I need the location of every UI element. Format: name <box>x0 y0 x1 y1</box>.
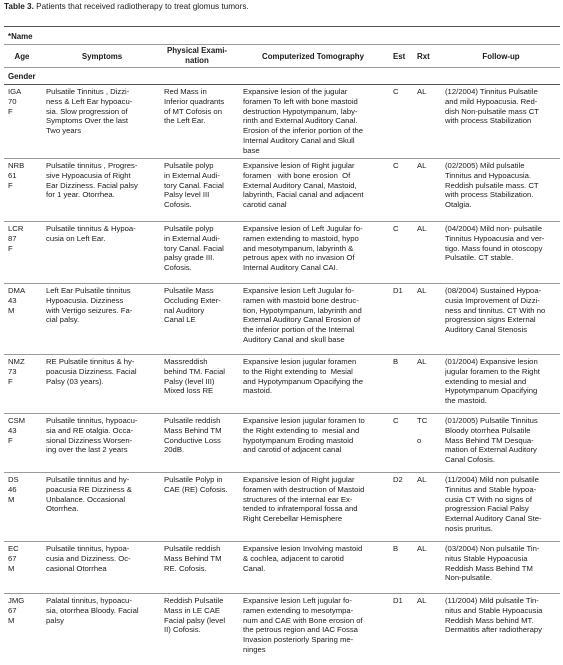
physical-exam-cell: Pulsatile reddish Mass Behind TM Conductive Loss 20dB. <box>164 416 222 455</box>
followup-cell: (01/2004) Expansive lesion jugular foramen to the Right extending to mesial and Hypotympanum Opacifying the mastoid. <box>445 357 540 406</box>
ct-cell: Expansive lesion Left Jugular fo- ramen with mastoid bone destruc- tion, Hypotympanum, labyrinth and External Auditory Canal Erosion of the inferior portion of the Internal Auditory Canal and skull base <box>243 286 362 344</box>
rxt-cell: AL <box>417 224 427 233</box>
ct-cell: Expansive lesion jugular foramen to the Right extending to mesial and hypotympanum Eroding mastoid and carotid of adjacent canal <box>243 416 365 455</box>
patient-id-cell: IGA 70 F <box>8 87 22 116</box>
header-bottom-rule <box>4 84 560 85</box>
est-cell: C <box>393 161 399 170</box>
patient-id-cell: CSM 43 F <box>8 416 26 445</box>
patient-id-cell: NRB 61 F <box>8 161 25 190</box>
ct-cell: Expansive lesion Involving mastoid & cochlea, adjacent to carotid Canal. <box>243 544 363 573</box>
ct-cell: Expansive lesion of the jugular foramen To left with bone mastoid destruction Hypotympanum, laby- rinth and External Auditory Canal. Erosion of the inferior portion of the Internal Auditory Canal and Skull base <box>243 87 364 155</box>
physical-exam-cell: Pulsatile reddish Mass Behind TM RE. Cofosis. <box>164 544 222 573</box>
row-divider <box>4 593 560 594</box>
header-top-rule <box>4 26 560 27</box>
row-divider <box>4 221 560 222</box>
followup-cell: (02/2005) Mild pulsatile Tinnitus and Hypoacusia. Reddish pulsatile mass. CT with process Stabilization. Otalgia. <box>445 161 539 210</box>
header-est: Est <box>393 52 406 61</box>
est-cell: D1 <box>393 596 403 605</box>
symptoms-cell: Pulsatile Tinnitus , Dizzi- ness & Left Ear hypoacu- sia. Slow progression of Symptoms Over the last Two years <box>46 87 133 136</box>
followup-cell: (11/2004) Mild non pulsatile Tinnitus and Stable hypoa- cusia CT With no signs of progression Facial Palsy External Auditory Canal Ste- nosis pruritus. <box>445 475 542 533</box>
header-rule-2 <box>4 67 560 68</box>
header-gender: Gender <box>8 72 36 81</box>
ct-cell: Expansive lesion jugular foramen to the Right extending to Mesial and Hypotympanum Opacifying the mastoid. <box>243 357 364 396</box>
name-note: *Name <box>8 32 33 41</box>
ct-cell: Expansive lesion of Right jugular foramen with destruction of Mastoid structures of the internal ear Ex- tended to infratemporal fossa and Right Cerebellar Hemisphere <box>243 475 365 524</box>
physical-exam-cell: Pulsatile Mass Occluding Exter- nal Auditory Canal LE <box>164 286 221 325</box>
followup-cell: (03/2004) Non pulsatile Tin- nitus Stable Hypoacusia Reddish Mass Behind TM Non-pulsatile. <box>445 544 540 583</box>
patient-id-cell: DMA 43 M <box>8 286 26 315</box>
header-age: Age <box>14 52 30 61</box>
physical-exam-cell: Red Mass in Inferior quadrants of MT Cofosis on the Left Ear. <box>164 87 225 126</box>
est-cell: C <box>393 224 399 233</box>
rxt-cell: AL <box>417 357 427 366</box>
header-followup: Follow-up <box>482 52 520 61</box>
est-cell: B <box>393 357 399 366</box>
caption-label: Table 3. <box>4 2 34 11</box>
symptoms-cell: Palatal tinnitus, hypoacu- sia, otorrhea Bloody. Facial palsy <box>46 596 139 625</box>
est-cell: C <box>393 416 399 425</box>
row-divider <box>4 354 560 355</box>
header-rule-1 <box>4 44 560 45</box>
header-physical-exam: Physical Exami- nation <box>166 46 228 65</box>
symptoms-cell: Pulsatile tinnitus, hypoa- cusia and Dizziness. Oc- casional Otorrhea <box>46 544 131 573</box>
symptoms-cell: Pulsatile tinnitus, hypoacu- sia and RE otalgia. Occa- sional Dizziness Worsen- ing over the last 2 years <box>46 416 138 455</box>
ct-cell: Expansive lesion Left jugular fo- ramen extending to mesotympa- num and CAE with Bone erosion of the petrous region and IAC Fossa Invasion posteriorly Sparing me- ninges <box>243 596 363 654</box>
patient-id-cell: DS 46 M <box>8 475 19 504</box>
est-cell: C <box>393 87 399 96</box>
ct-cell: Expansive lesion of Right jugular foramen with bone erosion Of External Auditory Canal, Mastoid, labyrinth, Facial canal and adjacent carotid canal <box>243 161 364 210</box>
row-divider <box>4 413 560 414</box>
followup-cell: (11/2004) Mild pulsatile Tin- nitus and Stable Hypoacusia Reddish Mass behind MT. Dermatitis after radiotherapy <box>445 596 543 635</box>
patient-id-cell: LCR 87 F <box>8 224 24 253</box>
row-divider <box>4 283 560 284</box>
row-divider <box>4 158 560 159</box>
est-cell: D2 <box>393 475 403 484</box>
followup-cell: (08/2004) Sustained Hypoa- cusia Improvement of Dizzi- ness and tinnitus. CT With no progression signs External Auditory Canal Stenosis <box>445 286 546 335</box>
patient-id-cell: EC 67 M <box>8 544 19 573</box>
followup-cell: (01/2005) Pulsatile Tinnitus Bloody otorrhea Pulsatile Mass Behind TM Desqua- mation of External Auditory Canal Cofosis. <box>445 416 538 465</box>
symptoms-cell: Left Ear Pulsatile tinnitus Hypoacusia. Dizziness with Vertigo seizures. Fa- cial palsy. <box>46 286 133 325</box>
physical-exam-cell: Reddish Pulsatile Mass in LE CAE Facial palsy (level II) Cofosis. <box>164 596 226 635</box>
followup-cell: (04/2004) Mild non- pulsatile Tinnitus Hypoacusia and ver- tigo. Mass found in otoscopy Pulsatile. CT stable. <box>445 224 545 263</box>
symptoms-cell: Pulsatile tinnitus and hy- poacusia RE Dizziness & Unbalance. Occasional Otorrhea. <box>46 475 132 514</box>
rxt-cell: AL <box>417 161 427 170</box>
caption-text: Patients that received radiotherapy to treat glomus tumors. <box>36 2 249 11</box>
est-cell: B <box>393 544 399 553</box>
row-divider <box>4 472 560 473</box>
rxt-cell: AL <box>417 475 427 484</box>
physical-exam-cell: Pulsatile polyp in External Audi- tory Canal. Facial palsy grade III. Cofosis. <box>164 224 224 273</box>
rxt-cell: AL <box>417 286 427 295</box>
rxt-cell: TC o <box>417 416 428 445</box>
physical-exam-cell: Pulsatile polyp in External Audi- tory Canal. Facial Palsy level III Cofosis. <box>164 161 224 210</box>
table-caption <box>4 2 249 12</box>
rxt-cell: AL <box>417 87 427 96</box>
rxt-cell: AL <box>417 544 427 553</box>
physical-exam-cell: Pulsatile Polyp in CAE (RE) Cofosis. <box>164 475 228 494</box>
header-ct: Computerized Tomography <box>262 52 364 61</box>
ct-cell: Expansive lesion of Left Jugular fo- ramen extending to mastoid, hypo and mesotympanum, labyrinth & petrous apex with no invasion Of Internal Auditory Canal CAI. <box>243 224 363 273</box>
symptoms-cell: RE Pulsatile tinnitus & hy- poacusia Dizziness. Facial Palsy (03 years). <box>46 357 137 386</box>
patient-id-cell: JMG 67 M <box>8 596 25 625</box>
patient-id-cell: NMZ 73 F <box>8 357 25 386</box>
symptoms-cell: Pulsatile tinnitus & Hypoa- cusia on Left Ear. <box>46 224 136 243</box>
followup-cell: (12/2004) Tinnitus Pulsatile and mild Hypoacusia. Red- dish Non-pulsatile mass CT with process Stabilization <box>445 87 539 126</box>
header-symptoms: Symptoms <box>81 52 123 61</box>
est-cell: D1 <box>393 286 403 295</box>
row-divider <box>4 541 560 542</box>
header-rxt: Rxt <box>417 52 430 61</box>
physical-exam-cell: Massreddish behind TM. Facial Palsy (level III) Mixed loss RE <box>164 357 225 396</box>
rxt-cell: AL <box>417 596 427 605</box>
symptoms-cell: Pulsatile tinnitus , Progres- sive Hypoacusia of Right Ear Dizziness. Facial palsy for 1 year. Otorrhea. <box>46 161 138 200</box>
